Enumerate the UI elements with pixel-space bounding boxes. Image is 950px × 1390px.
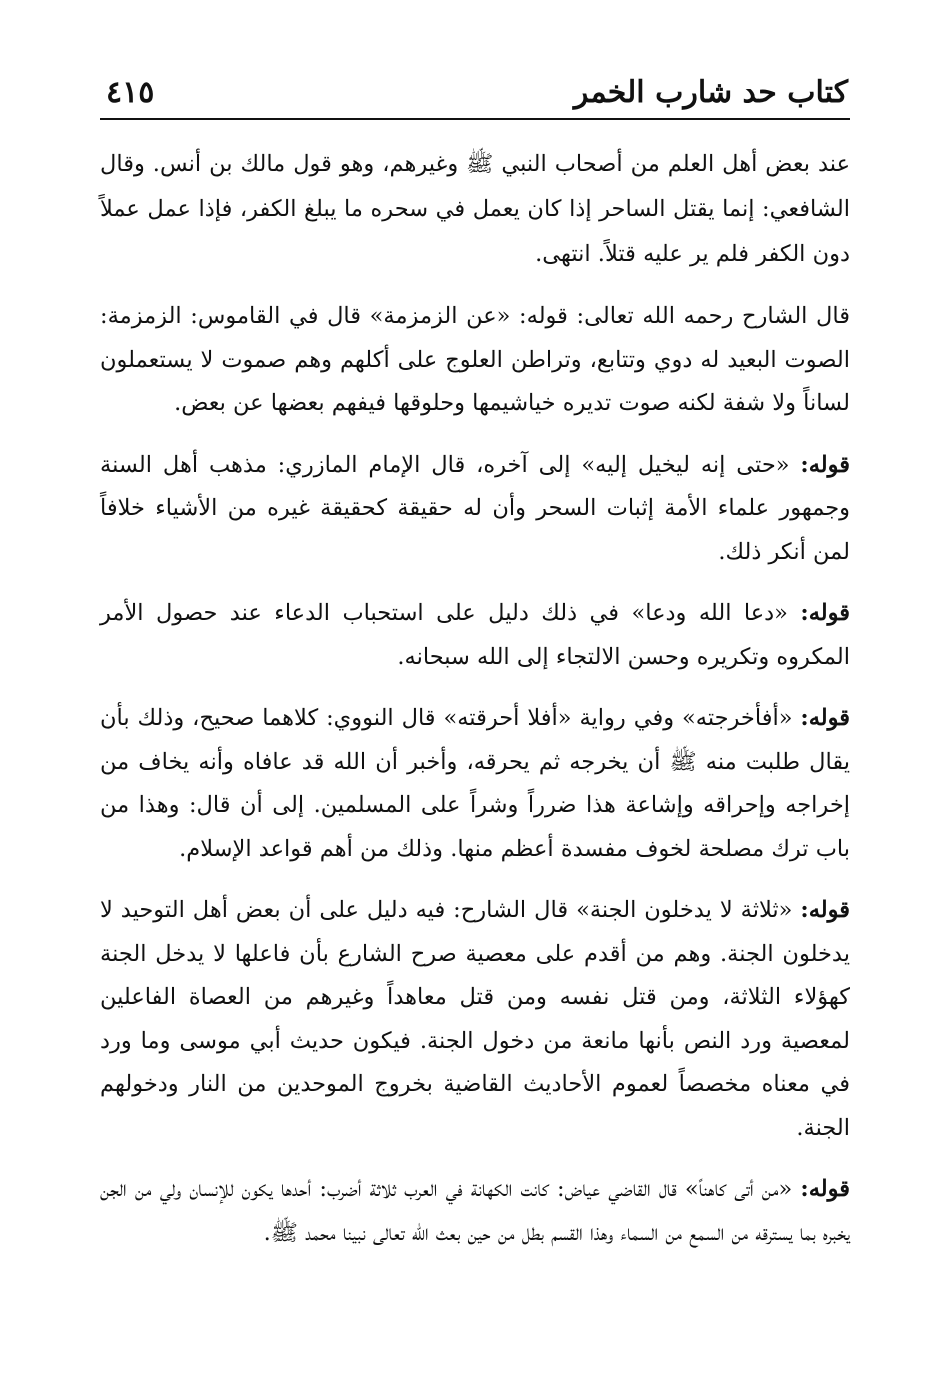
paragraph bbox=[100, 889, 850, 1150]
paragraph-lead: قوله: bbox=[800, 600, 850, 626]
book-page bbox=[100, 70, 850, 1310]
paragraph-lead: قوله: bbox=[800, 1176, 851, 1202]
paragraph-lead: قوله: bbox=[800, 897, 851, 923]
paragraph-lead: قوله: bbox=[800, 705, 850, 731]
paragraph bbox=[100, 295, 850, 426]
paragraph bbox=[100, 142, 850, 277]
paragraph bbox=[100, 697, 850, 871]
paragraph bbox=[100, 592, 850, 679]
paragraph-text: «ثلاثة لا يدخلون الجنة» قال الشارح: فيه دليل على أن بعض أهل التوحيد لا يدخلون الجنة. وهم من أقدم على معصية صرح الشارع بأن فاعلها لا يدخل الجنة كهؤلاء الثلاثة، ومن قتل نفسه ومن قتل معاهداً وغيرهم من العصاة الفاعلين لمعصية ورد النص بأنها مانعة من دخول الجنة. فيكون حديث أبي موسى وما ورد في معناه مخصصاً لعموم الأحاديث القاضية بخروج الموحدين من النار ودخولهم الجنة. bbox=[100, 897, 850, 1141]
chapter-title: كتاب حد شارب الخمر bbox=[573, 75, 848, 110]
paragraph-text: عند بعض أهل العلم من أصحاب النبي ﷺ وغيرهم، وهو قول مالك بن أنس. وقال الشافعي: إنما يقتل الساحر إذا كان يعمل في سحره ما يبلغ الكفر، فإذا عمل عملاً دون الكفر فلم ير عليه قتلاً. انتهى. bbox=[100, 151, 850, 267]
paragraph bbox=[100, 444, 850, 575]
paragraph-text: «حتى إنه ليخيل إليه» إلى آخره، قال الإمام المازري: مذهب أهل السنة وجمهور علماء الأمة إثبات السحر وأن له حقيقة كحقيقة غيره من الأشياء خلافاً لمن أنكر ذلك. bbox=[100, 451, 850, 565]
paragraph-text: قال الشارح رحمه الله تعالى: قوله: «عن الزمزمة» قال في القاموس: الزمزمة: الصوت البعيد له دوي وتتابع، وتراطن العلوج على أكلهم وهم صموت لا يستعملون لساناً ولا شفة لكنه صوت تديره خياشيمها وحلوقها فيفهم بعضها عن بعض. bbox=[100, 303, 850, 416]
page-number: ٤١٥ bbox=[106, 75, 155, 110]
running-header bbox=[100, 70, 850, 120]
paragraph-text: «دعا الله ودعا» في ذلك دليل على استحباب الدعاء عند حصول الأمر المكروه وتكريره وحسن الالتجاء إلى الله سبحانه. bbox=[100, 600, 850, 670]
paragraph-lead: قوله: bbox=[800, 451, 850, 478]
paragraph-text: «أفأخرجته» وفي رواية «أفلا أحرقته» قال النووي: كلاهما صحيح، وذلك بأن يقال طلبت منه ﷺ أن يخرجه ثم يحرقه، وأخبر أن الله قد عافاه وأنه يخاف من إخراجه وإحراقه وإشاعة هذا ضرراً وشراً على المسلمين. إلى أن قال: وهذا من باب ترك مصلحة لخوف مفسدة أعظم منها. وذلك من أهم قواعد الإسلام. bbox=[100, 705, 850, 862]
paragraph-text: «من أتى كاهناً» قال القاضي عياض: كانت الكهانة في العرب ثلاثة أضرب: أحدها يكون للإنسان ولي من الجن يخبره بما يسترقه من السمع من السماء وهذا القسم بطل من حين بعث الله تعالى نبينا محمد ﷺ. bbox=[100, 1176, 850, 1246]
page-body bbox=[100, 142, 850, 1255]
paragraph bbox=[100, 1168, 850, 1255]
